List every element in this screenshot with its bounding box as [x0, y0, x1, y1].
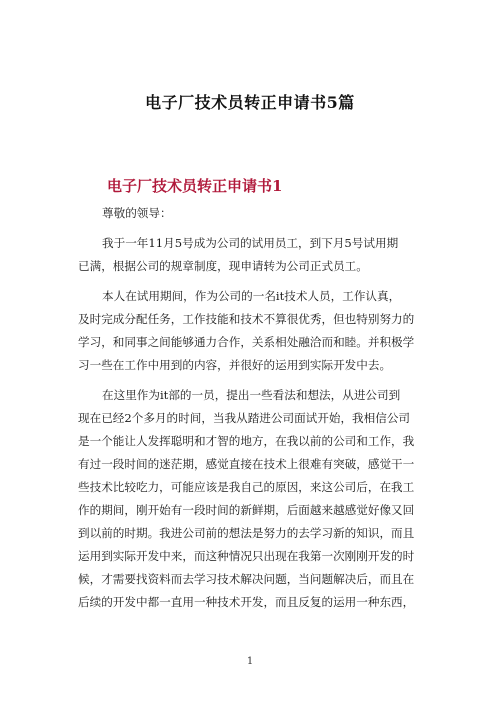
paragraph-1	[78, 232, 434, 278]
paragraph-line: 习一些在工作中用到的内容，并很好的运用到实际开发中去。	[78, 358, 392, 372]
salutation: 尊敬的领导：	[102, 206, 172, 220]
paragraph-line: 些技术比较吃力，可能应该是我自己的原因，来这公司后，在我工	[78, 480, 415, 494]
paragraph-line: 有过一段时间的迷茫期，感觉直接在技术上很难有突破，感觉干一	[78, 457, 415, 471]
paragraph-line: 及时完成分配任务，工作技能和技术不算很优秀，但也特别努力的	[78, 312, 415, 326]
document-title: 电子厂技术员转正申请书5篇	[145, 93, 355, 112]
paragraph-line: 已满，根据公司的规章制度，现申请转为公司正式员工。	[78, 259, 368, 273]
paragraph-line: 后续的开发中都一直用一种技术开发，而且反复的运用一种东西，	[78, 595, 415, 609]
page-number: 1	[246, 656, 254, 667]
paragraph-line: 学习，和同事之间能够通力合作，关系相处融洽而和睦。并积极学	[78, 335, 415, 349]
paragraph-line: 是一个能让人发挥聪明和才智的地方，在我以前的公司和工作，我	[78, 434, 415, 448]
paragraph-line: 运用到实际开发中来，而这种情况只出现在我第一次刚刚开发的时	[78, 549, 415, 563]
paragraph-line: 在这里作为it部的一员，提出一些看法和想法，从进公司到	[102, 388, 401, 402]
paragraph-line: 候，才需要找资料而去学习技术解决问题，当问题解决后，而且在	[78, 572, 415, 586]
paragraph-line: 我于一年11月5号成为公司的试用员工，到下月5号试用期	[102, 236, 399, 250]
paragraph-line: 到以前的时期。我进公司前的想法是努力的去学习新的知识，而且	[78, 526, 415, 540]
paragraph-line: 本人在试用期间，作为公司的一名it技术人员，工作认真，	[102, 289, 401, 303]
paragraph-2	[78, 285, 434, 377]
section-title: 电子厂技术员转正申请书1	[107, 177, 283, 195]
paragraph-line: 现在已经2个多月的时间，当我从踏进公司面试开始，我相信公司	[78, 411, 411, 425]
document-body	[78, 202, 434, 614]
paragraph-3	[78, 384, 434, 614]
paragraph-line: 作的期间，刚开始有一段时间的新鲜期，后面越来越感觉好像又回	[78, 503, 415, 517]
